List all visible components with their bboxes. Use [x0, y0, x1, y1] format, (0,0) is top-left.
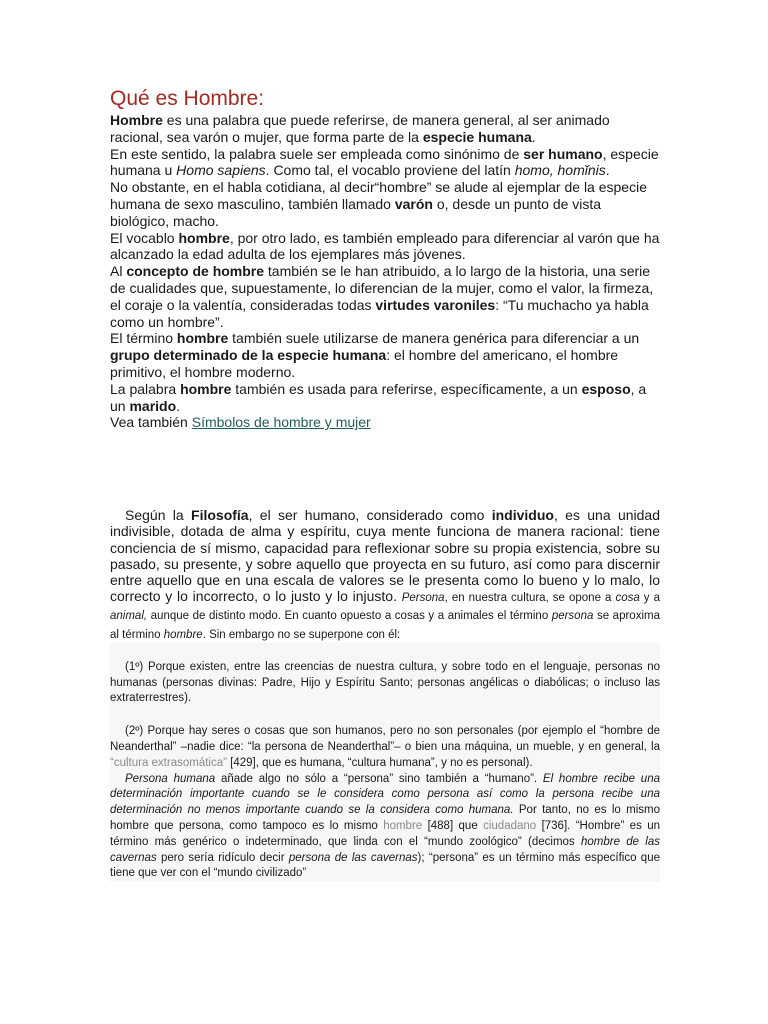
italic-text: Persona humana — [125, 772, 216, 785]
bold-term: Hombre — [110, 112, 163, 128]
article-philosophy — [110, 507, 660, 882]
text-run: : el hombre del americano, el hombre primitivo, el hombre moderno. — [110, 347, 619, 380]
bold-term: grupo determinado de la especie humana — [110, 347, 387, 364]
text-run: aunque de distinto modo. En cuanto opuesto a cosas y a animales el término — [147, 610, 552, 623]
text-run: se aproxima al término — [110, 610, 660, 641]
text-run: , es una unidad indivisible, dotada de alma y espíritu, cuya mente funciona de manera racional: tiene conciencia de sí mismo, capacidad para reflexionar sobre su propia existencia, sobre su pasado, su presente, y sobre aquello que proyecta en su futuro, así como para discernir entre aquello que en una escala de valores se le presenta como lo bueno y lo malo, lo correcto y lo incorrecto, o lo justo y lo injusto. — [110, 507, 660, 605]
text-run: , especie humana u — [110, 145, 659, 179]
page-title: Qué es Hombre: — [110, 87, 265, 110]
bold-term: Filosofía — [191, 507, 249, 524]
cross-reference: “cultura extrasomática” — [110, 756, 227, 769]
italic-text: persona — [551, 610, 594, 623]
text-run: . — [605, 162, 610, 179]
text-run: también se le han atribuido, a lo largo de la historia, una serie de cualidades que, supuestamente, lo diferencian de la mujer, como el valor, la firmeza, el coraje o la valentía, consideradas todas — [110, 263, 654, 313]
cross-reference: ciudadano — [483, 819, 537, 832]
bold-term: hombre — [178, 229, 230, 246]
bold-term: individuo — [491, 507, 554, 524]
section-spacer — [110, 431, 660, 507]
bold-term: especie humana — [422, 128, 532, 145]
definition-paragraph — [110, 112, 660, 146]
text-run: . Sin embargo no se superpone con él: — [202, 628, 401, 641]
text-run: El vocablo — [110, 229, 179, 246]
text-run: El término — [110, 330, 177, 347]
text-run: (2º) Porque hay seres o cosas que son humanos, pero no son personales (por ejemplo el “hombre de Neanderthal” –nadie dice: “la persona de Neanderthal”– o bien una máquina, un mueble, y en general, la — [110, 725, 660, 753]
text-run: o, desde un punto de vista biológico, macho. — [110, 195, 602, 229]
text-run: , en nuestra cultura, se opone a — [444, 592, 616, 605]
text-run: , a un — [110, 380, 647, 414]
definition-paragraph — [110, 179, 660, 229]
text-run: añade algo no sólo a “persona” sino también a “humano”. — [215, 772, 543, 785]
bold-term: esposo — [581, 380, 631, 397]
bold-term: hombre — [176, 330, 229, 347]
philosophy-intro-paragraph — [110, 507, 660, 643]
text-run: [736]. “Hombre” es un término más genérico o indeterminado, que linda con el “mundo zoológico” (decimos — [110, 819, 660, 848]
definition-paragraph — [110, 381, 660, 415]
text-run: pero sería ridículo decir — [156, 851, 289, 864]
italic-text: hombre de las cavernas — [110, 835, 660, 864]
article-definition — [110, 112, 660, 431]
bold-term: hombre — [180, 380, 232, 397]
text-run: [429], que es humana, “cultura humana”, y no es personal). — [226, 756, 533, 769]
see-also-link[interactable]: Símbolos de hombre y mujer — [191, 414, 371, 431]
text-run: y a — [639, 592, 660, 605]
text-run: , por otro lado, es también empleado para diferenciar al varón que ha alcanzado la edad adulta de los ejemplares más jóvenes. — [110, 229, 660, 263]
text-run: No obstante, en el habla cotidiana, al decir“hombre” se alude al ejemplar de la especie humana de sexo masculino, también llamado — [110, 179, 647, 212]
text-run: es una palabra que puede referirse, de manera general, al ser animado racional, sea varón o mujer, que forma parte de la — [110, 112, 610, 145]
text-run: también suele utilizarse de manera genérica para diferenciar a un — [228, 330, 640, 347]
text-run: ); “persona” es un término más específico que tiene que ver con el “mundo civilizado” — [110, 851, 660, 880]
text-run: : “Tu muchacho ya habla como un hombre”. — [110, 296, 649, 330]
definition-paragraph — [110, 146, 660, 180]
italic-text: Homo sapiens — [176, 162, 266, 179]
bold-term: varón — [394, 195, 433, 212]
persona-humana-paragraph — [110, 772, 660, 883]
definition-paragraph — [110, 263, 660, 330]
document-page — [110, 86, 660, 882]
bold-term: ser humano — [523, 145, 603, 162]
text-run: , el ser humano, considerado como — [248, 507, 492, 524]
bold-term: virtudes varoniles — [375, 296, 496, 313]
text-run: (1º) Porque existen, entre las creencias de nuestra cultura, y sobre todo en el lenguaje, personas no humanas (personas divinas: Padre, Hijo y Espíritu Santo; personas angélicas o diabólicas; o incluso las extraterrestres). — [110, 660, 660, 705]
text-run: En este sentido, la palabra suele ser empleada como sinónimo de — [110, 145, 524, 162]
reason-1-paragraph — [110, 660, 660, 707]
text-run: [488] que — [422, 819, 484, 832]
block-gap — [110, 707, 660, 724]
cross-reference: hombre — [383, 819, 423, 832]
text-run: . — [176, 397, 181, 414]
italic-text: hombre — [163, 628, 203, 641]
text-run: también es usada para referirse, específicamente, a un — [231, 380, 582, 397]
definition-paragraph — [110, 414, 660, 431]
italic-text: animal, — [110, 610, 148, 623]
quoted-block — [110, 643, 660, 882]
bold-term: concepto de hombre — [126, 263, 265, 280]
italic-text: El hombre recibe una determinación importante cuando se le considera como persona así como la persona recibe una determinación no menos importante cuando se la considera como humana. — [110, 772, 660, 817]
bold-term: marido — [129, 397, 177, 414]
text-run: Por tanto, no es lo mismo hombre que persona, como tampoco es lo mismo — [110, 804, 660, 832]
italic-text: persona de las cavernas — [288, 851, 418, 864]
text-run: . — [531, 128, 536, 145]
definition-paragraph — [110, 230, 660, 264]
italic-text: homo, homĭnis — [514, 162, 606, 179]
block-gap — [110, 643, 660, 660]
italic-text: cosa — [615, 592, 640, 605]
text-run: Al — [110, 263, 127, 280]
italic-text: Persona — [401, 592, 445, 605]
text-run: La palabra — [110, 380, 181, 397]
text-run: . Como tal, el vocablo proviene del latín — [265, 162, 515, 179]
text-run: Vea también — [110, 414, 192, 431]
reason-2-paragraph — [110, 724, 660, 771]
text-run: Según la — [125, 507, 192, 524]
definition-paragraph — [110, 330, 660, 380]
